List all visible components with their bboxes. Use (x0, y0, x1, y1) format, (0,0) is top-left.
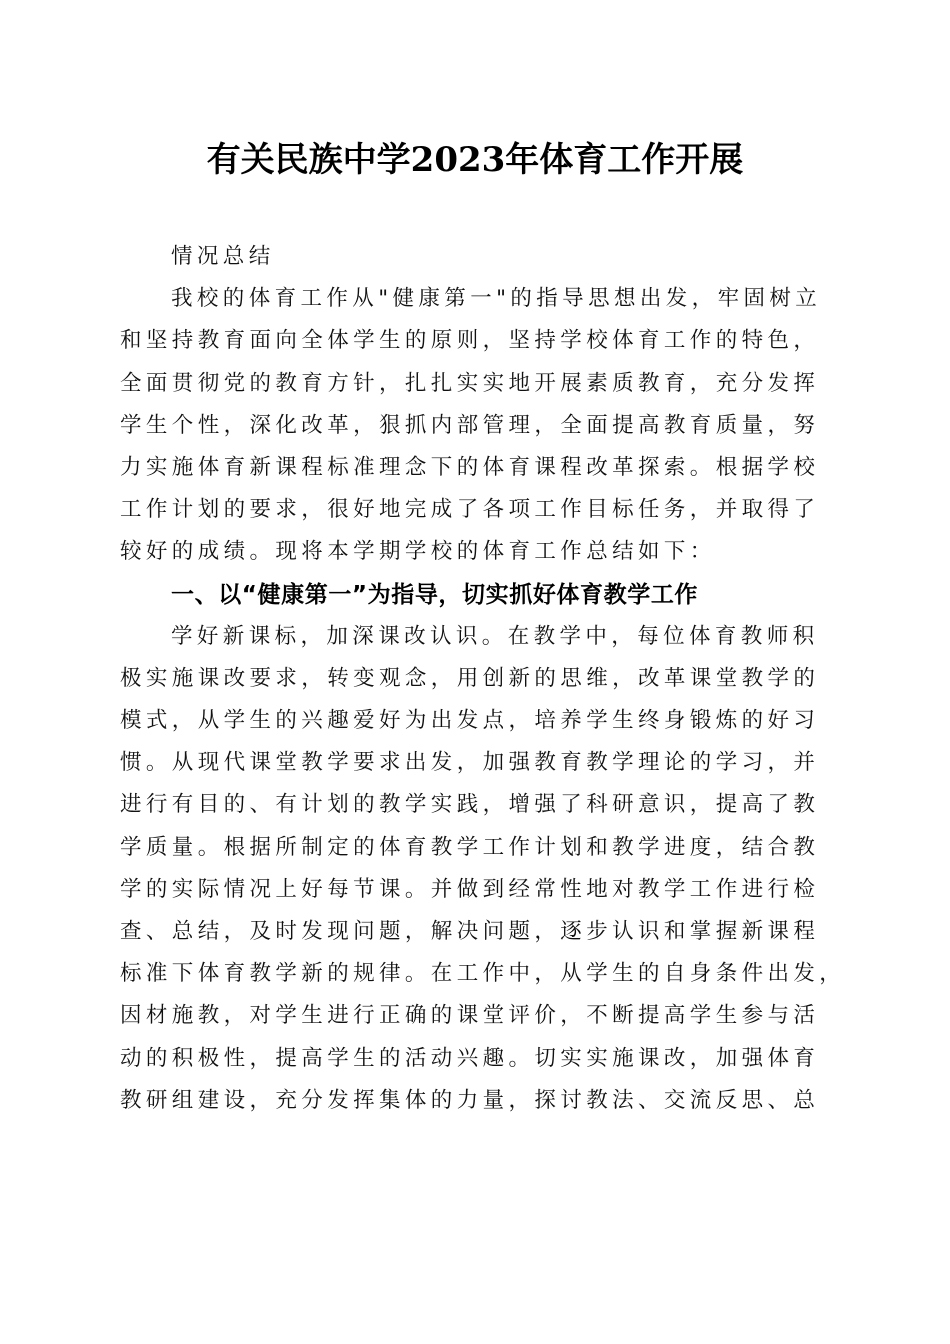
paragraph-1-line: 和坚持教育面向全体学生的原则，坚持学校体育工作的特色， (120, 328, 820, 354)
document-subtitle: 情况总结 (171, 244, 275, 269)
paragraph-2-line: 极实施课改要求，转变观念，用创新的思维，改革课堂教学的 (120, 665, 820, 691)
paragraph-2-line: 因材施教，对学生进行正确的课堂评价，不断提高学生参与活 (120, 1003, 820, 1029)
paragraph-2-line: 查、总结，及时发现问题，解决问题，逐步认识和掌握新课程 (120, 919, 820, 944)
paragraph-1-line: 学生个性，深化改革，狠抓内部管理，全面提高教育质量，努 (120, 412, 820, 438)
paragraph-2-line: 动的积极性，提高学生的活动兴趣。切实实施课改，加强体育 (120, 1045, 820, 1071)
paragraph-2-line: 进行有目的、有计划的教学实践，增强了科研意识，提高了教 (120, 792, 820, 818)
paragraph-2-line: 学的实际情况上好每节课。并做到经常性地对教学工作进行检 (120, 876, 820, 902)
paragraph-1-line: 全面贯彻党的教育方针，扎扎实实地开展素质教育，充分发挥 (120, 370, 820, 396)
paragraph-2-line: 学质量。根据所制定的体育教学工作计划和教学进度，结合教 (120, 834, 820, 860)
paragraph-1-line: 力实施体育新课程标准理念下的体育课程改革探索。根据学校 (120, 454, 820, 480)
paragraph-2-line: 教研组建设，充分发挥集体的力量，探讨教法、交流反思、总 (120, 1087, 820, 1113)
section-heading-1: 一、以“健康第一”为指导，切实抓好体育教学工作 (171, 581, 699, 608)
document-body (120, 236, 846, 1122)
paragraph-2-line: 惯。从现代课堂教学要求出发，加强教育教学理论的学习，并 (120, 750, 820, 776)
paragraph-1-line: 工作计划的要求，很好地完成了各项工作目标任务，并取得了 (120, 497, 820, 523)
paragraph-2-line: 标准下体育教学新的规律。在工作中，从学生的自身条件出发， (120, 961, 846, 987)
document-title: 有关民族中学2023年体育工作开展 (206, 140, 744, 180)
paragraph-1-line: 较好的成绩。现将本学期学校的体育工作总结如下： (120, 539, 716, 565)
paragraph-2-line: 模式，从学生的兴趣爱好为出发点，培养学生终身锻炼的好习 (120, 708, 820, 734)
paragraph-1-line: 我校的体育工作从"健康第一"的指导思想出发，牢固树立 (171, 286, 822, 312)
paragraph-2-line: 学好新课标，加深课改认识。在教学中，每位体育教师积 (171, 623, 819, 649)
